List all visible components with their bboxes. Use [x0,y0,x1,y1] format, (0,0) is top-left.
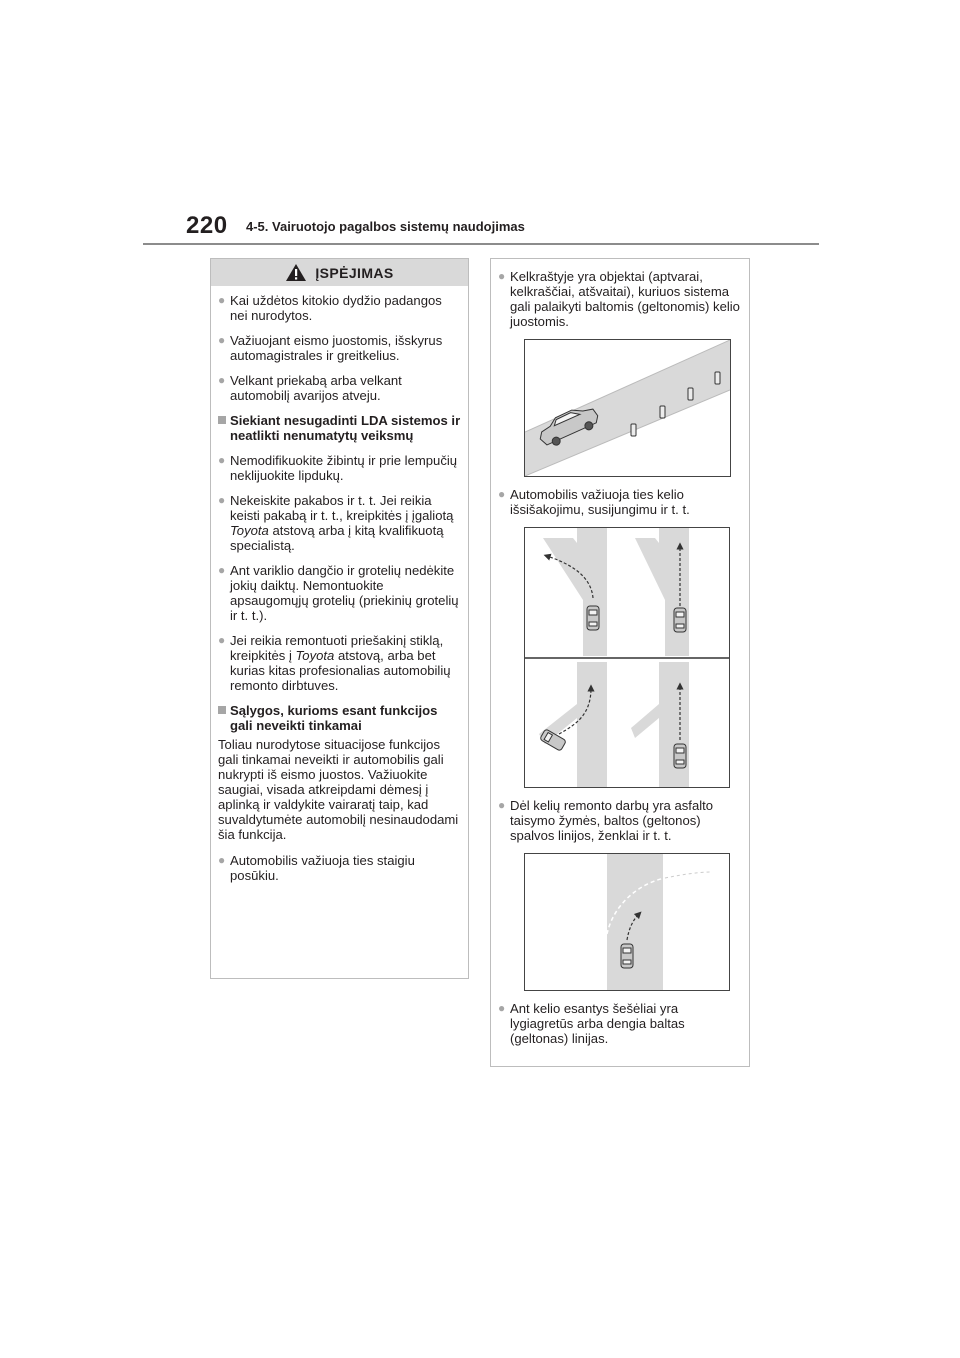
bullet-dot-icon: ● [218,333,226,347]
list-item: ● Nemodifikuokite žibintų ir prie lempučių neklijuokite lipdukų. [218,453,458,483]
bullet-dot-icon: ● [218,633,226,647]
warning-title: ĮSPĖJIMAS [315,264,394,281]
list-item: ● Ant variklio dangčio ir grotelių nedėkite jokių daiktų. Nemontuokite apsaugomųjų grotelių (priekinių grotelių ir t. t.). [218,563,459,623]
list-item: ● Kelkraštyje yra objektai (aptvarai, kelkraščiai, atšvaitai), kuriuos sistema gali palaikyti baltomis (geltonomis) kelio juostomis. [498,269,740,329]
square-bullet-icon [218,416,226,424]
list-item: ● Nekeiskite pakabos ir t. t. Jei reikia keisti pakabą ir t. t., kreipkitės į įgaliotą Toyota atstovą arba į kitą kvalifikuotą specialistą. [218,493,454,553]
list-item: ● Jei reikia remontuoti priešakinį stiklą, kreipkitės į Toyota atstovą, arba bet kurias kitas profesionalias automobilių remonto dirbtuves. [218,633,451,693]
figure-roadside-objects [524,339,731,477]
bullet-dot-icon: ● [218,373,226,387]
list-item: ● Dėl kelių remonto darbų yra asfalto taisymo žymės, baltos (geltonos) spalvos linijos, ženklai ir t. t. [498,798,714,843]
warning-box [210,258,469,979]
merge-straight-panel [631,662,689,787]
list-item: ● Velkant priekabą arba velkant automobilį avarijos atveju. [218,373,402,403]
page-number: 220 [186,212,228,239]
bullet-dot-icon: ● [498,487,506,501]
brand-name: Toyota [230,523,269,538]
list-item: ● Automobilis važiuoja ties kelio išsišakojimu, susijungimu ir t. t. [498,487,690,517]
car-top-icon [674,608,686,632]
merge-left-panel [539,662,607,787]
branch-straight-panel [635,528,689,656]
square-bullet-icon [218,706,226,714]
car-top-icon [621,944,633,968]
warning-triangle-icon [285,263,307,282]
bullet-dot-icon: ● [218,853,226,867]
figure-road-branches [524,527,730,788]
list-item: ● Automobilis važiuoja ties staigiu posūkiu. [218,853,415,883]
bullet-dot-icon: ● [498,269,506,283]
branch-left-panel [543,528,607,656]
list-item: ● Ant kelio esantys šešėliai yra lygiagretūs arba dengia baltas (geltonas) linijas. [498,1001,685,1046]
list-item: ● Važiuojant eismo juostomis, išskyrus automagistrales ir greitkelius. [218,333,443,363]
figure-road-repair-marks [524,853,730,991]
bullet-dot-icon: ● [218,493,226,507]
bullet-dot-icon: ● [218,563,226,577]
car-top-icon [674,744,686,768]
subheading: Siekiant nesugadinti LDA sistemos ir neatlikti nenumatytų veiksmų [218,413,462,443]
bullet-dot-icon: ● [218,293,226,307]
list-item: ● Kai uždėtos kitokio dydžio padangos nei nurodytos. [218,293,442,323]
brand-name: Toyota [295,648,335,663]
bullet-dot-icon: ● [218,453,226,467]
right-column [490,258,750,1067]
bullet-dot-icon: ● [498,798,506,812]
section-title: 4-5. Vairuotojo pagalbos sistemų naudojimas [246,219,525,234]
subheading: Sąlygos, kurioms esant funkcijos gali neveikti tinkamai [218,703,462,733]
warning-header [211,259,468,286]
car-top-icon [587,606,599,630]
header-rule [143,243,819,245]
bullet-dot-icon: ● [498,1001,506,1015]
paragraph: Toliau nurodytose situacijose funkcijos gali tinkamai neveikti ir automobilis gali nukrypti iš eismo juostos. Važiuokite saugiai, visada atkreipdami dėmesį į aplinką ir valdykite vairaratį taip, kad suvaldytumėte automobilį nesinaudodami šia funkcija. [218,737,459,842]
